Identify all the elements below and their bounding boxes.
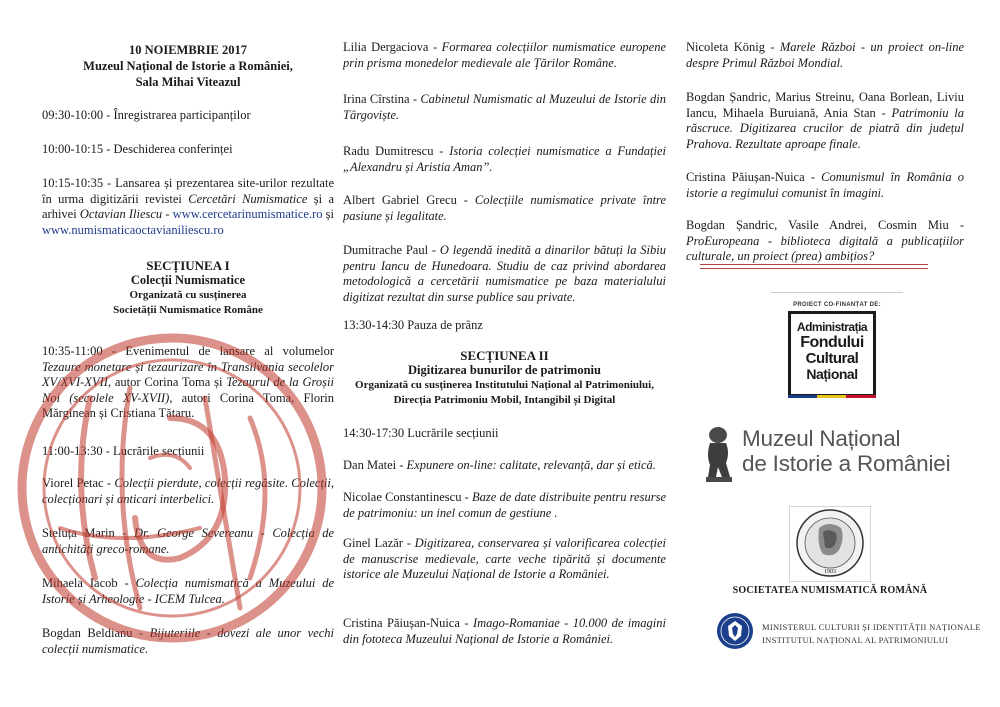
ministry-emblem-icon — [716, 612, 754, 650]
talk-author: Cristina Păiușan-Nuica — [343, 616, 460, 630]
talk-title: Colecțiile numismatice private între pasiune și legalitate. — [343, 193, 666, 223]
talk-item: Bogdan Șandric, Marius Streinu, Oana Borlean, Liviu Iancu, Mihaela Buruiană, Ania Stan - Patrimoniu la răscruce. Digitizarea crucilor de piatră din județul Prahova. Rezultate aproape finale. — [686, 90, 964, 151]
volume-title-1: Tezaure monetare și tezaurizare în Transilvania secolelor XV/XVI-XVII — [42, 359, 334, 389]
talk-item: Cristina Păiușan-Nuica - Imago-Romaniae - 10.000 de imagini din fototeca Muzeului Național de Istorie a României. — [343, 616, 666, 646]
works-item: 11:00-13:30 - Lucrările secțiunii — [42, 444, 205, 458]
volumes-text-mid: , autor Corina Toma și — [107, 375, 227, 389]
talk-title: ProEuropeana - biblioteca digitală a publicațiilor culturale, un proiect (prea) ambițios? — [686, 233, 964, 263]
institute-name: INSTITUTUL NAȚIONAL AL PATRIMONIULUI — [762, 635, 949, 645]
launch-text: 10:15-10:35 - Lansarea și prezentarea site-urilor rezultate în urma digitizării revistei — [42, 176, 334, 206]
talk-author: Bogdan Șandric, Vasile Andrei, Cosmin Miu — [686, 218, 949, 232]
afcn-text-4: Național — [806, 366, 858, 382]
talk-author: Lilia Dergaciova — [343, 40, 429, 54]
talk-item: Nicoleta König - Marele Război - un proiect on-line despre Primul Război Mondial. — [686, 40, 964, 70]
talk-title: Expunere on-line: calitate, relevanță, dar și etică. — [406, 458, 656, 472]
talk-title: Formarea colecțiilor numismatice europene prin prisma monedelor medievale ale Țărilor Române. — [343, 40, 666, 70]
talk-title: Patrimoniu la răscruce. Digitizarea crucilor de piatră din județul Prahova. Rezultate aproape finale. — [686, 105, 964, 151]
talk-item: Mihaela Iacob - Colecția numismatică a Muzeului de Istorie și Arheologie - ICEM Tulcea. — [42, 576, 334, 606]
talk-author: Bogdan Beldianu — [42, 626, 133, 640]
afcn-text-3: Cultural — [805, 350, 859, 367]
event-header — [42, 42, 334, 90]
section-2-header — [343, 348, 666, 408]
link-cercetari[interactable]: www.cercetarinumismatice.ro — [172, 207, 323, 221]
talk-author: Nicolae Constantinescu — [343, 490, 462, 504]
section-1-org: Organizată cu susținerea — [129, 289, 247, 301]
afcn-text-1: Administrația — [796, 320, 868, 334]
museum-logo — [698, 425, 968, 485]
registration-item: 09:30-10:00 - Înregistrarea participanților — [42, 108, 251, 122]
divider-rule — [700, 264, 928, 265]
volumes-text: 10:35-11:00 - Evenimentul de lansare al volumelor — [42, 344, 334, 358]
talk-item: Bogdan Șandric, Vasile Andrei, Cosmin Miu - ProEuropeana - biblioteca digitală a publicațiilor culturale, un proiect (prea) ambițios? — [686, 218, 964, 263]
talk-author: Nicoleta König — [686, 40, 765, 54]
talk-item: Ginel Lazăr - Digitizarea, conservarea și valorificarea colecției de manuscrise medievale, carte veche tipărită și documente istorice ale Muzeului Național de Istorie a României. — [343, 536, 666, 581]
section-2-name: Digitizarea bunurilor de patrimoniu — [408, 363, 601, 377]
talk-title: Dr. George Severeanu - Colecția de antichități greco-romane. — [42, 526, 334, 556]
afcn-logo-box — [788, 311, 876, 397]
works-item: 14:30-17:30 Lucrările secțiunii — [343, 426, 499, 440]
talk-item: Radu Dumitrescu - Istoria colecției numismatice a Fundației „Alexandru și Aristia Aman”. — [343, 144, 666, 174]
talk-author: Irina Cîrstina — [343, 92, 410, 106]
talk-title: Bijuteriile - dovezi ale unor vechi colecții numismatice. — [42, 626, 334, 656]
thinker-figure-icon — [698, 425, 738, 485]
talk-author: Albert Gabriel Grecu — [343, 193, 457, 207]
talk-item: Viorel Petac - Colecții pierdute, colecții regăsite. Colecții, colecționari și anticari interbelici. — [42, 476, 334, 506]
talk-author: Dumitrache Paul — [343, 243, 429, 257]
launch-item — [42, 176, 334, 238]
coin-year: 1903 — [824, 569, 836, 575]
event-room: Sala Mihai Viteazul — [135, 75, 241, 89]
talk-title: Comunismul în România o istorie a regimului comunist în imagini. — [686, 170, 964, 200]
afcn-text-2: Fondului — [800, 334, 864, 351]
talk-item: Dan Matei - Expunere on-line: calitate, relevanță, dar și etică. — [343, 458, 656, 472]
talk-title: Baze de date distribuite pentru resurse de patrimoniu: un inel comun de gestiune . — [343, 490, 666, 520]
talk-title: Colecția numismatică a Muzeului de Istorie și Arheologie - ICEM Tulcea. — [42, 576, 334, 606]
talk-item: Irina Cîrstina - Cabinetul Numismatic al Muzeului de Istorie din Târgoviște. — [343, 92, 666, 122]
opening-item: 10:00-10:15 - Deschiderea conferinței — [42, 142, 233, 156]
talk-author: Viorel Petac — [42, 476, 104, 490]
museum-name-2: de Istorie a României — [742, 451, 951, 476]
talk-item: Lilia Dergaciova - Formarea colecțiilor numismatice europene prin prisma monedelor medievale ale Țărilor Române. — [343, 40, 666, 70]
volume-title-2: Tezaurul de la Groșii Noi (secolele XV-XVII) — [42, 375, 334, 405]
launch-dash: - — [162, 207, 173, 221]
ministry-name: MINISTERUL CULTURII ȘI IDENTITĂȚII NAȚIONALE — [762, 622, 981, 632]
talk-title: O legendă inedită a dinarilor bătuți la Sibiu pentru Iancu de Hunedoara. Studiu de caz privind abordarea metodologică a cercetării numismatice pe baza materialului digitizat rezultat din surse publice sau private. — [343, 243, 666, 304]
talk-item: Albert Gabriel Grecu - Colecțiile numismatice private între pasiune și legalitate. — [343, 193, 666, 223]
talk-item: Steluța Marin - Dr. George Severeanu - Colecția de antichități greco-romane. — [42, 526, 334, 556]
talk-author: Dan Matei — [343, 458, 397, 472]
talk-title: Cabinetul Numismatic al Muzeului de Istorie din Târgoviște. — [343, 92, 666, 122]
section-1-header — [42, 258, 334, 318]
talk-item: Nicolae Constantinescu - Baze de date distribuite pentru resurse de patrimoniu: un inel comun de gestiune . — [343, 490, 666, 520]
talk-item: Dumitrache Paul - O legendă inedită a dinarilor bătuți la Sibiu pentru Iancu de Hunedoara. Studiu de caz privind abordarea metodologică a cercetării numismatice pe baza materialului digitizat rezultat din surse publice sau private. — [343, 243, 666, 304]
section-2-title: SECȚIUNEA II — [460, 348, 549, 363]
talk-author: Cristina Păiușan-Nuica — [686, 170, 805, 184]
talk-item: Cristina Păiușan-Nuica - Comunismul în România o istorie a regimului comunist în imagini. — [686, 170, 964, 200]
talk-title: Istoria colecției numismatice a Fundației „Alexandru și Aristia Aman”. — [343, 144, 666, 174]
talk-author: Bogdan Șandric, Marius Streinu, Oana Borlean, Liviu Iancu, Mihaela Buruiană, Ania Stan — [686, 90, 964, 120]
talk-title: Marele Război - un proiect on-line despre Primul Război Mondial. — [686, 40, 964, 70]
talk-author: Steluța Marin — [42, 526, 115, 540]
talk-title: Digitizarea, conservarea și valorificarea colecției de manuscrise medievale, carte veche tipărită și documente istorice ale Muzeului Național de Istorie a României. — [343, 536, 666, 581]
tricolor-stripe — [788, 395, 876, 398]
launch-text-mid: și a arhivei — [42, 191, 335, 221]
lunch-break: 13:30-14:30 Pauza de prânz — [343, 318, 483, 332]
talk-title: Colecții pierdute, colecții regăsite. Colecții, colecționari și anticari interbelici. — [42, 476, 334, 506]
event-date: 10 NOIEMBRIE 2017 — [128, 43, 248, 57]
launch-archive: Octavian Iliescu — [79, 207, 163, 221]
launch-journal: Cercetări Numismatice — [188, 191, 308, 206]
talk-author: Mihaela Iacob — [42, 576, 118, 590]
talk-item: Bogdan Beldianu - Bijuteriile - dovezi ale unor vechi colecții numismatice. — [42, 626, 334, 656]
afcn-logo — [771, 292, 903, 403]
talk-author: Ginel Lazăr — [343, 536, 403, 550]
link-iliescu[interactable]: www.numismaticaoctavianiliescu.ro — [42, 222, 224, 237]
section-1-org2: Societății Numismatice Române — [113, 304, 263, 316]
divider-rule — [700, 268, 928, 269]
talk-author: Radu Dumitrescu — [343, 144, 434, 158]
cofinanced-label: PROIECT CO-FINANȚAT DE: — [793, 302, 881, 308]
snr-coin-emblem-icon — [789, 506, 871, 582]
talk-title: Imago-Romaniae - 10.000 de imagini din fototeca Muzeului Național de Istorie a României. — [343, 616, 666, 646]
section-1-name: Colecții Numismatice — [130, 273, 246, 287]
snr-label: SOCIETATEA NUMISMATICĂ ROMÂNĂ — [732, 585, 928, 596]
event-venue: Muzeul Național de Istorie a României, — [83, 59, 293, 73]
section-1-title: SECȚIUNEA I — [146, 258, 230, 273]
section-2-org: Organizată cu susținerea Institutului Național al Patrimoniului, — [355, 379, 654, 391]
museum-name-1: Muzeul Național — [742, 426, 901, 451]
volumes-item — [42, 344, 334, 422]
section-2-org2: Direcția Patrimoniu Mobil, Intangibil și Digital — [393, 394, 616, 406]
launch-and: și — [322, 207, 334, 221]
volumes-text-post: , autori Corina Toma, Florin Mărginean și Cristiana Tătaru. — [42, 390, 335, 420]
